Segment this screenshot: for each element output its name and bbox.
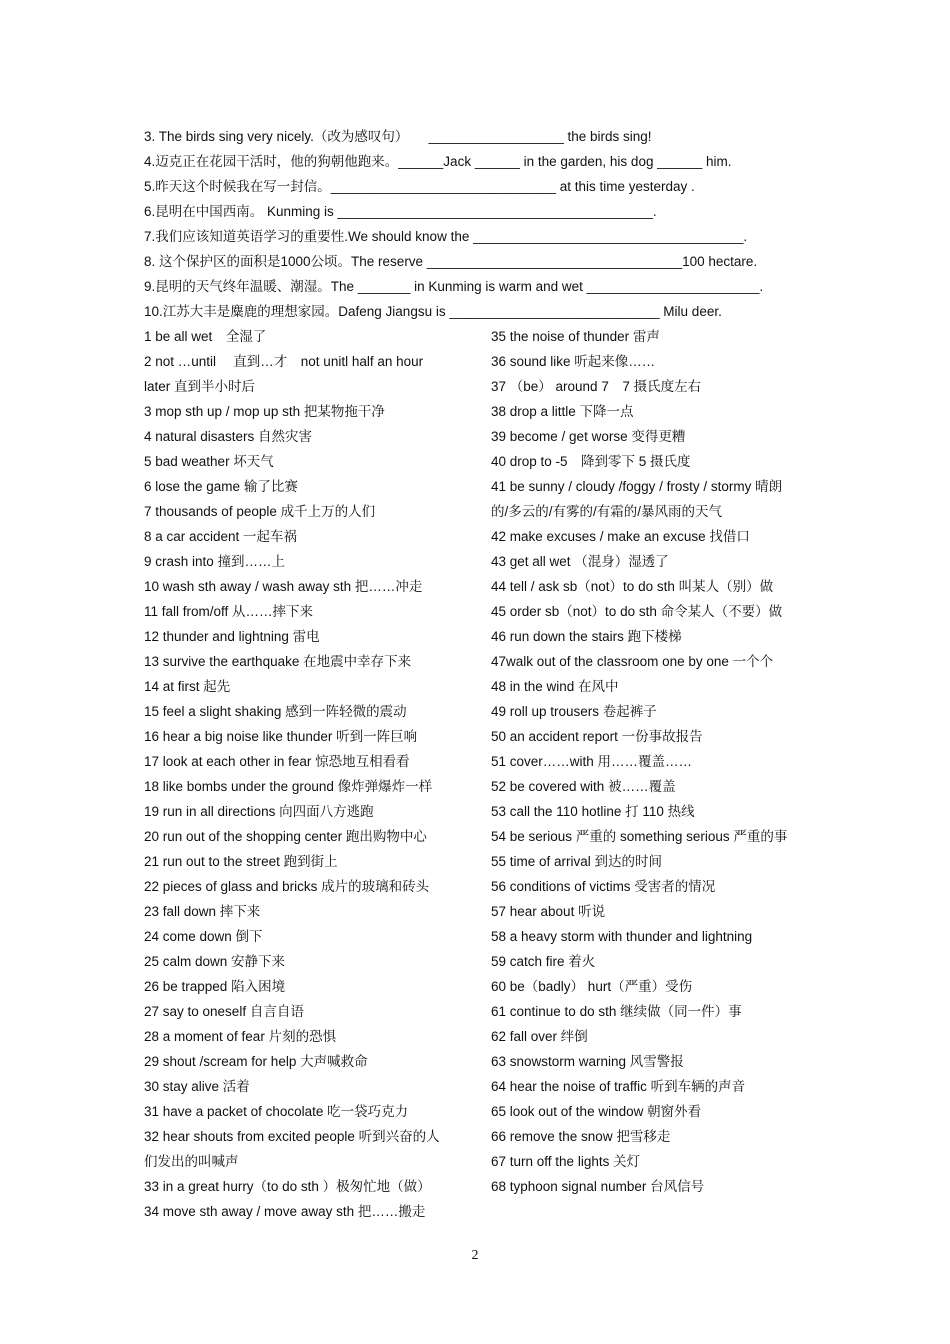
exercise-item: 6.昆明在中国西南。 Kunming is __________________________________________. xyxy=(144,204,657,219)
phrase-item: 41 be sunny / cloudy /foggy / frosty / stormy 晴朗 xyxy=(491,479,783,494)
phrase-item: 9 crash into 撞到……上 xyxy=(144,554,286,569)
phrase-item: 11 fall from/off 从……摔下来 xyxy=(144,604,314,619)
phrase-item: 52 be covered with 被……覆盖 xyxy=(491,779,676,794)
phrase-item: 们发出的叫喊声 xyxy=(144,1154,239,1169)
phrase-item: 50 an accident report 一份事故报告 xyxy=(491,729,703,744)
phrase-item: 7 thousands of people 成千上万的人们 xyxy=(144,504,376,519)
phrase-item: 13 survive the earthquake 在地震中幸存下来 xyxy=(144,654,412,669)
phrase-item: 49 roll up trousers 卷起裤子 xyxy=(491,704,657,719)
phrase-item: 56 conditions of victims 受害者的情况 xyxy=(491,879,716,894)
exercise-item: 3. The birds sing very nicely.（改为感叹句） __________________ the birds sing! xyxy=(144,129,652,144)
phrase-item: 14 at first 起先 xyxy=(144,679,231,694)
phrase-item: 51 cover……with 用……覆盖…… xyxy=(491,754,693,769)
phrase-item: 12 thunder and lightning 雷电 xyxy=(144,629,320,644)
phrase-item: 57 hear about 听说 xyxy=(491,904,606,919)
phrase-item: 43 get all wet （混身）湿透了 xyxy=(491,554,669,569)
phrase-item: 48 in the wind 在风中 xyxy=(491,679,619,694)
phrase-item: 34 move sth away / move away sth 把……搬走 xyxy=(144,1204,426,1219)
page-number: 2 xyxy=(471,1248,479,1263)
phrase-item: 30 stay alive 活着 xyxy=(144,1079,250,1094)
phrase-item: 46 run down the stairs 跑下楼梯 xyxy=(491,629,682,644)
phrase-item: 67 turn off the lights 关灯 xyxy=(491,1154,641,1169)
phrase-item: 35 the noise of thunder 雷声 xyxy=(491,329,660,344)
exercise-item: 7.我们应该知道英语学习的重要性.We should know the ____________________________________. xyxy=(144,229,748,244)
phrase-item: 65 look out of the window 朝窗外看 xyxy=(491,1104,702,1119)
phrase-item: 33 in a great hurry（to do sth ）极匆忙地（做） xyxy=(144,1179,431,1194)
phrase-item: 64 hear the noise of traffic 听到车辆的声音 xyxy=(491,1079,746,1094)
phrase-item: 4 natural disasters 自然灾害 xyxy=(144,429,313,444)
phrase-item: 6 lose the game 输了比赛 xyxy=(144,479,298,494)
phrase-item: 61 continue to do sth 继续做（同一件）事 xyxy=(491,1004,742,1019)
exercise-item: 8. 这个保护区的面积是1000公顷。The reserve __________________________________100 hectare. xyxy=(144,254,758,269)
phrase-item: 16 hear a big noise like thunder 听到一阵巨响 xyxy=(144,729,418,744)
phrase-item: 21 run out to the street 跑到街上 xyxy=(144,854,338,869)
phrase-item: 66 remove the snow 把雪移走 xyxy=(491,1129,671,1144)
phrase-item: later 直到半小时后 xyxy=(144,379,256,394)
phrase-item: 47walk out of the classroom one by one 一个个 xyxy=(491,654,774,669)
phrase-item: 27 say to oneself 自言自语 xyxy=(144,1004,304,1019)
phrase-item: 36 sound like 听起来像…… xyxy=(491,354,656,369)
phrase-item: 1 be all wet 全湿了 xyxy=(144,329,267,344)
phrase-item: 的/多云的/有雾的/有霜的/暴风雨的天气 xyxy=(491,504,723,519)
phrase-item: 63 snowstorm warning 风雪警报 xyxy=(491,1054,684,1069)
phrase-item: 28 a moment of fear 片刻的恐惧 xyxy=(144,1029,337,1044)
phrase-item: 25 calm down 安静下来 xyxy=(144,954,286,969)
exercise-item: 9.昆明的天气终年温暖、潮湿。The _______ in Kunming is warm and wet _______________________. xyxy=(144,279,764,294)
phrase-item: 24 come down 倒下 xyxy=(144,929,263,944)
phrase-item: 45 order sb（not）to do sth 命令某人（不要）做 xyxy=(491,604,783,619)
phrase-item: 8 a car accident 一起车祸 xyxy=(144,529,298,544)
exercise-item: 4.迈克正在花园干活时，他的狗朝他跑来。______Jack ______ in the garden, his dog ______ him. xyxy=(144,154,732,169)
exercise-item: 10.江苏大丰是麋鹿的理想家园。Dafeng Jiangsu is ____________________________ Milu deer. xyxy=(144,304,722,319)
phrase-item: 60 be（badly） hurt（严重）受伤 xyxy=(491,979,693,994)
phrase-item: 53 call the 110 hotline 打 110 热线 xyxy=(491,804,695,819)
phrase-item: 22 pieces of glass and bricks 成片的玻璃和砖头 xyxy=(144,879,430,894)
phrase-item: 19 run in all directions 向四面八方逃跑 xyxy=(144,804,374,819)
phrase-item: 2 not …until 直到…才 not unitl half an hour xyxy=(144,354,424,369)
phrase-item: 62 fall over 绊倒 xyxy=(491,1029,588,1044)
phrase-item: 15 feel a slight shaking 感到一阵轻微的震动 xyxy=(144,704,407,719)
phrase-item: 23 fall down 摔下来 xyxy=(144,904,261,919)
phrase-item: 5 bad weather 坏天气 xyxy=(144,454,274,469)
phrase-item: 37 （be） around 7 7 摄氏度左右 xyxy=(491,379,702,394)
phrase-item: 29 shout /scream for help 大声喊救命 xyxy=(144,1054,368,1069)
phrase-item: 20 run out of the shopping center 跑出购物中心 xyxy=(144,829,427,844)
phrase-item: 58 a heavy storm with thunder and lightning xyxy=(491,929,753,944)
phrase-item: 10 wash sth away / wash away sth 把……冲走 xyxy=(144,579,423,594)
phrase-item: 31 have a packet of chocolate 吃一袋巧克力 xyxy=(144,1104,409,1119)
phrase-item: 18 like bombs under the ground 像炸弹爆炸一样 xyxy=(144,779,433,794)
phrase-item: 26 be trapped 陷入困境 xyxy=(144,979,286,994)
exercise-item: 5.昨天这个时候我在写一封信。______________________________ at this time yesterday . xyxy=(144,179,695,194)
phrase-item: 42 make excuses / make an excuse 找借口 xyxy=(491,529,750,544)
phrase-item: 32 hear shouts from excited people 听到兴奋的人 xyxy=(144,1129,440,1144)
phrase-item: 3 mop sth up / mop up sth 把某物拖干净 xyxy=(144,404,385,419)
phrase-item: 44 tell / ask sb（not）to do sth 叫某人（别）做 xyxy=(491,579,774,594)
phrase-item: 54 be serious 严重的 something serious 严重的事 xyxy=(491,829,788,844)
phrase-item: 68 typhoon signal number 台风信号 xyxy=(491,1179,705,1194)
phrase-item: 38 drop a little 下降一点 xyxy=(491,404,634,419)
phrase-item: 39 become / get worse 变得更糟 xyxy=(491,429,686,444)
phrase-item: 59 catch fire 着火 xyxy=(491,954,596,969)
phrase-item: 40 drop to -5 降到零下 5 摄氏度 xyxy=(491,454,691,469)
phrase-item: 17 look at each other in fear 惊恐地互相看看 xyxy=(144,754,410,769)
phrase-item: 55 time of arrival 到达的时间 xyxy=(491,854,663,869)
